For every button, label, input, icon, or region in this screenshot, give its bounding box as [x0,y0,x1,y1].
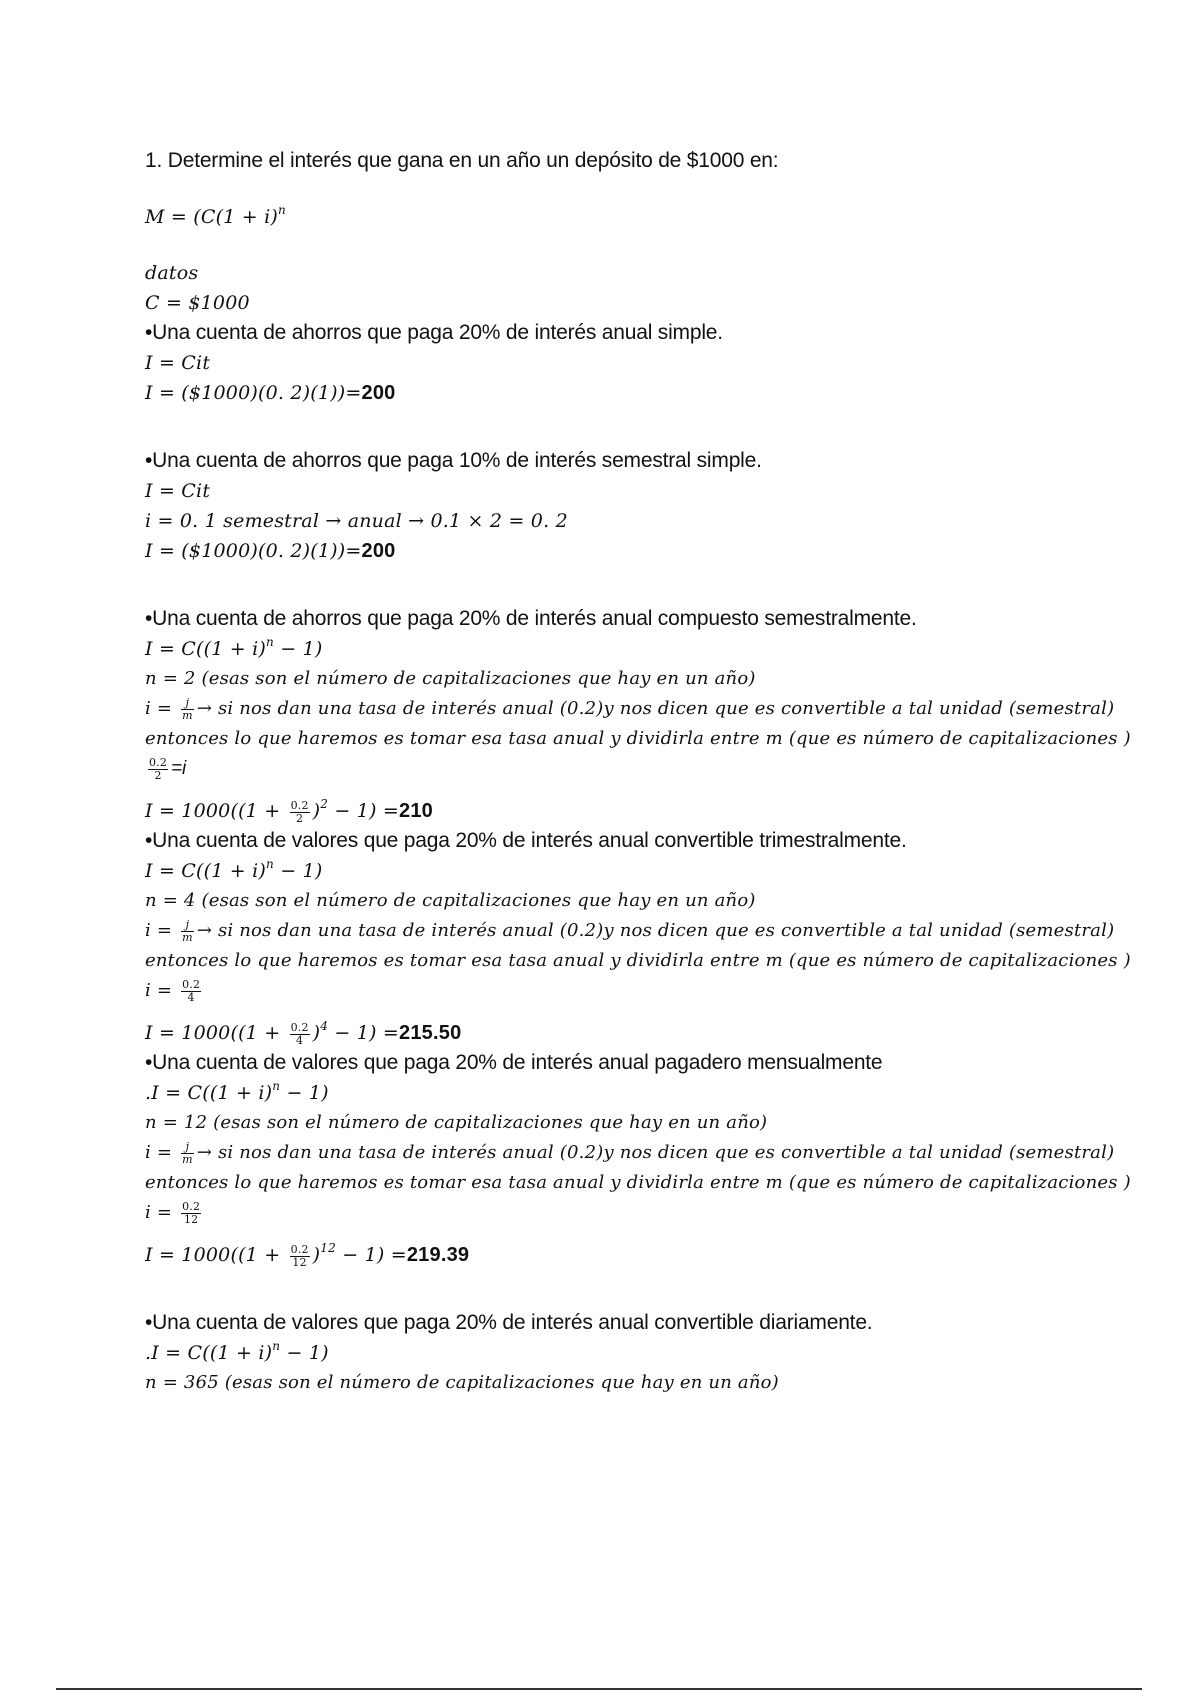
section-heading: •Una cuenta de valores que paga 20% de interés anual convertible diariamente. [145,1311,873,1334]
section-result: 200 [361,382,396,404]
section-calc: I = 1000((1 + $\frac{0.2}{12}$ )$^{12}$ − 1) =219.39 [145,1241,470,1269]
rate-line: i = $\frac{0.2}{4}$ [145,977,201,1004]
section-calc: I = 1000((1 + $\frac{0.2}{4}$ )$^4$ − 1) =215.50 [145,1019,462,1047]
explain-line: entonces lo que haremos es tomar esa tasa anual y dividirla entre m (que es número de capitalizaciones ) [145,1172,1131,1193]
section-heading: •Una cuenta de ahorros que paga 20% de interés anual compuesto semestralmente. [145,607,917,630]
n-line: n = 365 (esas son el número de capitalizaciones que hay en un año) [145,1372,779,1393]
section-formula: I = Cit [145,352,211,374]
problem-title: 1. Determine el interés que gana en un año un depósito de $1000 en: [145,149,779,172]
rate-note: i = 0. 1 semestral → anual → 0.1 × 2 = 0. 2 [145,510,568,532]
section-calc: I = ($1000)(0. 2)(1))=200 [145,382,396,404]
j-over-m-fraction: $\frac{j}{m}$ [182,1139,193,1166]
rate-fraction: $\frac{0.2}{4}$ [290,1020,309,1047]
j-over-m-fraction: $\frac{j}{m}$ [182,917,193,944]
rate-line: i = $\frac{0.2}{12}$ [145,1199,201,1226]
n-line: n = 12 (esas son el número de capitalizaciones que hay en un año) [145,1112,768,1133]
rate-fraction: $\frac{0.2}{2}$ [290,798,309,825]
section-result: 210 [399,800,433,822]
section-formula: $I = C((1 + i)^n - 1)$ [145,857,323,882]
j-over-m-fraction: $\frac{j}{m}$ [182,695,193,722]
rate-line: $\frac{0.2}{2}$ =i [149,755,187,782]
section-formula: $I = C((1 + i)^n - 1)$ [145,635,323,660]
section-calc: I = 1000((1 + $\frac{0.2}{2}$ )$^2$ − 1) =210 [145,797,433,825]
main-formula: $M = (C(1 + i)^n$ [145,203,286,228]
section-formula: $.I = C((1 + i)^n - 1)$ [145,1079,329,1104]
capital-value: C = $1000 [145,292,250,314]
section-heading: •Una cuenta de ahorros que paga 10% de interés semestral simple. [145,449,762,472]
section-calc: I = ($1000)(0. 2)(1))=200 [145,540,396,562]
n-line: n = 2 (esas son el número de capitalizaciones que hay en un año) [145,668,756,689]
footer-rule [56,1688,1142,1690]
rate-fraction: $\frac{0.2}{12}$ [182,1199,201,1226]
section-result: 219.39 [406,1244,470,1266]
n-line: n = 4 (esas son el número de capitalizaciones que hay en un año) [145,890,756,911]
i-line: i = $\frac{j}{m}$ → si nos dan una tasa de interés anual (0.2)y nos dicen que es convertible a tal unidad (semestral) [145,695,1115,722]
section-heading: •Una cuenta de valores que paga 20% de interés anual convertible trimestralmente. [145,829,907,852]
document-content [145,146,1185,1398]
explain-line: entonces lo que haremos es tomar esa tasa anual y dividirla entre m (que es número de capitalizaciones ) [145,950,1131,971]
section-heading: •Una cuenta de valores que paga 20% de interés anual pagadero mensualmente [145,1051,883,1074]
section-result: 200 [361,540,396,562]
datos-label: datos [145,262,199,284]
section-result: 215.50 [399,1022,462,1044]
i-line: i = $\frac{j}{m}$ → si nos dan una tasa de interés anual (0.2)y nos dicen que es convertible a tal unidad (semestral) [145,1139,1115,1166]
section-formula: I = Cit [145,480,211,502]
section-heading: •Una cuenta de ahorros que paga 20% de interés anual simple. [145,321,723,344]
rate-fraction: $\frac{0.2}{4}$ [182,977,201,1004]
explain-line: entonces lo que haremos es tomar esa tasa anual y dividirla entre m (que es número de capitalizaciones ) [145,728,1131,749]
rate-fraction: $\frac{0.2}{2}$ [149,755,168,782]
i-line: i = $\frac{j}{m}$ → si nos dan una tasa de interés anual (0.2)y nos dicen que es convertible a tal unidad (semestral) [145,917,1115,944]
rate-fraction: $\frac{0.2}{12}$ [290,1242,309,1269]
section-formula: $.I = C((1 + i)^n - 1)$ [145,1339,329,1364]
